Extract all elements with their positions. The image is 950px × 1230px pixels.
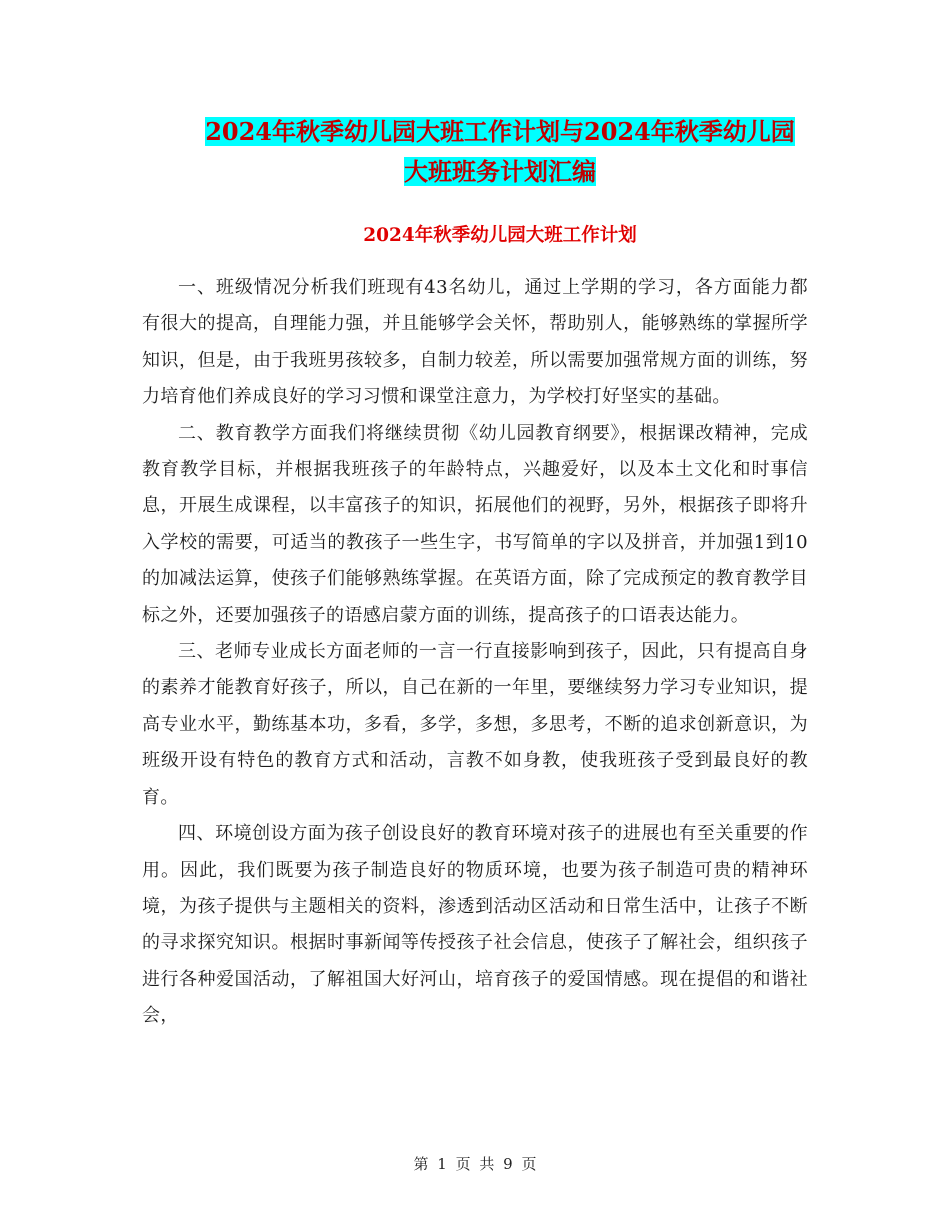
document-title — [140, 112, 860, 192]
page-footer: 第 1 页 共 9 页 — [413, 1155, 537, 1173]
paragraph-2: 二、教育教学方面我们将继续贯彻《幼儿园教育纲要》，根据课改精神，完成教育教学目标，并根据我班孩子的年龄特点，兴趣爱好，以及本土文化和时事信息，开展生成课程，以丰富孩子的知识，拓展他们的视野，另外，根据孩子即将升入学校的需要，可适当的教孩子一些生字，书写简单的字以及拼音，并加强1到10的加减法运算，使孩子们能够熟练掌握。在英语方面，除了完成预定的教育教学目标之外，还要加强孩子的语感启蒙方面的训练，提高孩子的口语表达能力。 — [142, 422, 808, 626]
title-line-1: 2024年秋季幼儿园大班工作计划与2024年秋季幼儿园 — [205, 117, 795, 146]
paragraph-3: 三、老师专业成长方面老师的一言一行直接影响到孩子，因此，只有提高自身的素养才能教育好孩子，所以，自己在新的一年里，要继续努力学习专业知识，提高专业水平，勤练基本功，多看，多学，多想，多思考，不断的追求创新意识，为班级开设有特色的教育方式和活动，言教不如身教，使我班孩子受到最良好的教育。 — [142, 641, 808, 808]
document-body — [142, 270, 808, 1035]
paragraph-4: 四、环境创设方面为孩子创设良好的教育环境对孩子的进展也有至关重要的作用。因此，我们既要为孩子制造良好的物质环境，也要为孩子制造可贵的精神环境，为孩子提供与主题相关的资料，渗透到活动区活动和日常生活中，让孩子不断的寻求探究知识。根据时事新闻等传授孩子社会信息，使孩子了解社会，组织孩子进行各种爱国活动，了解祖国大好河山，培育孩子的爱国情感。现在提倡的和谐社会， — [142, 823, 808, 1027]
paragraph-1: 一、班级情况分析我们班现有43名幼儿，通过上学期的学习，各方面能力都有很大的提高，自理能力强，并且能够学会关怀，帮助别人，能够熟练的掌握所学知识，但是，由于我班男孩较多，自制力较差，所以需要加强常规方面的训练，努力培育他们养成良好的学习习惯和课堂注意力，为学校打好坚实的基础。 — [142, 277, 808, 408]
title-line-2: 大班班务计划汇编 — [404, 157, 596, 186]
section-title: 2024年秋季幼儿园大班工作计划 — [363, 225, 637, 246]
